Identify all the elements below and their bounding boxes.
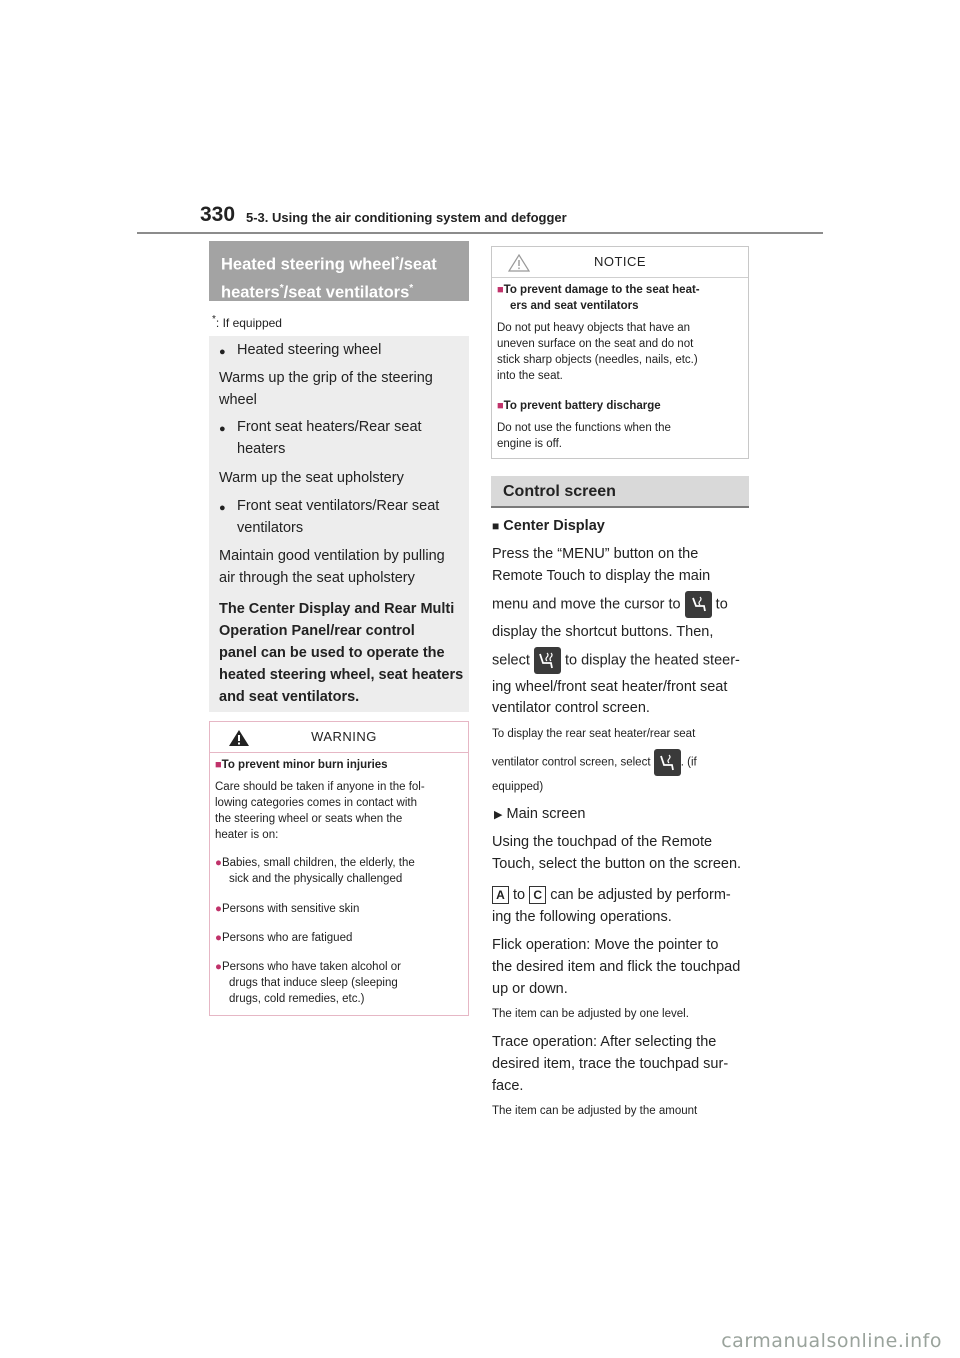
note-text: equipped) — [492, 781, 544, 793]
control-screen-heading: Control screen — [491, 476, 749, 508]
feature-desc: Maintain good ventilation by pulling air through the seat upholstery — [219, 548, 445, 586]
notice-body: Do not use the functions when the engine is off. — [497, 422, 671, 450]
warning-item: ●Persons with sensitive skin — [215, 903, 360, 915]
paragraph: select to display the heated steer- — [492, 647, 740, 674]
warning-box — [209, 721, 469, 1016]
watermark: carmanualsonline.info — [721, 1330, 942, 1352]
note-text: The item can be adjusted by the amount — [492, 1105, 698, 1117]
summary-text: The Center Display and Rear Multi Operation Panel/rear control panel can be used to operate the heated steering wheel, seat heaters and seat ventilators. — [219, 601, 464, 705]
paragraph: Using the touchpad of the Remote — [492, 834, 713, 850]
notice-title-bar: NOTICE — [492, 247, 748, 278]
bullet-icon: ● — [219, 423, 226, 435]
feature-title: ● Front seat heaters/Rear seat heaters — [219, 417, 422, 460]
warning-item: ●Persons who are fatigued — [215, 932, 353, 944]
notice-box — [491, 246, 749, 459]
paragraph: ing wheel/front seat heater/front seat — [492, 679, 728, 695]
notice-subhead: ■To prevent damage to the seat heat- ers and seat ventilators — [497, 284, 700, 312]
climate-shortcut-icon — [685, 591, 712, 618]
paragraph: the desired item and flick the touchpad — [492, 959, 741, 975]
notice-subhead: ■To prevent battery discharge — [497, 400, 661, 412]
label-a: A — [492, 886, 509, 904]
features-box — [209, 336, 469, 712]
note-text: ventilator control screen, select . (if — [492, 749, 697, 776]
paragraph: Remote Touch to display the main — [492, 568, 711, 584]
paragraph: display the shortcut buttons. Then, — [492, 624, 714, 640]
warning-title-bar: WARNING — [210, 722, 468, 753]
paragraph: ing the following operations. — [492, 909, 672, 925]
note-text: To display the rear seat heater/rear seat — [492, 728, 696, 740]
feature-desc: Warm up the seat upholstery — [219, 470, 404, 486]
notice-icon — [508, 254, 530, 272]
header-rule — [137, 232, 823, 234]
paragraph: Touch, select the button on the screen. — [492, 856, 742, 872]
main-screen-heading: ▶ Main screen — [494, 806, 586, 822]
paragraph: menu and move the cursor to to — [492, 591, 728, 618]
page-number: 330 — [200, 203, 236, 226]
warning-intro: Care should be taken if anyone in the fol- lowing categories comes in contact with the steering wheel or seats when the heater is on: — [215, 781, 425, 841]
section-title: 5-3. Using the air conditioning system and defogger — [246, 210, 567, 225]
warning-item: ●Babies, small children, the elderly, the sick and the physically challenged — [215, 857, 415, 885]
paragraph: ventilator control screen. — [492, 700, 650, 716]
paragraph: Flick operation: Move the pointer to — [492, 937, 719, 953]
feature-title: ● Heated steering wheel — [219, 340, 381, 364]
warning-icon — [228, 729, 250, 747]
note-text: The item can be adjusted by one level. — [492, 1008, 689, 1020]
paragraph: Press the “MENU” button on the — [492, 546, 699, 562]
center-display-heading: ■ Center Display — [492, 518, 605, 534]
label-c: C — [529, 886, 546, 904]
footnote: *: If equipped — [212, 314, 282, 330]
paragraph: up or down. — [492, 981, 568, 997]
paragraph: desired item, trace the touchpad sur- — [492, 1056, 729, 1072]
feature-title: ● Front seat ventilators/Rear seat ventilators — [219, 496, 439, 539]
heated-seat-icon — [534, 647, 561, 674]
paragraph: A to C can be adjusted by perform- — [492, 884, 731, 906]
heated-features-heading: Heated steering wheel*/seat heaters*/seat ventilators* — [209, 241, 469, 301]
bullet-icon: ● — [219, 346, 226, 358]
bullet-icon: ● — [219, 502, 226, 514]
paragraph: Trace operation: After selecting the — [492, 1034, 717, 1050]
feature-desc: Warms up the grip of the steering wheel — [219, 370, 433, 408]
warning-item: ●Persons who have taken alcohol or drugs that induce sleep (sleeping drugs, cold remedies, etc.) — [215, 961, 401, 1005]
rear-seat-icon — [654, 749, 681, 776]
paragraph: face. — [492, 1078, 524, 1094]
notice-body: Do not put heavy objects that have an uneven surface on the seat and do not stick sharp objects (needles, nails, etc.) into the seat. — [497, 322, 698, 382]
warning-subhead: ■To prevent minor burn injuries — [215, 759, 388, 771]
